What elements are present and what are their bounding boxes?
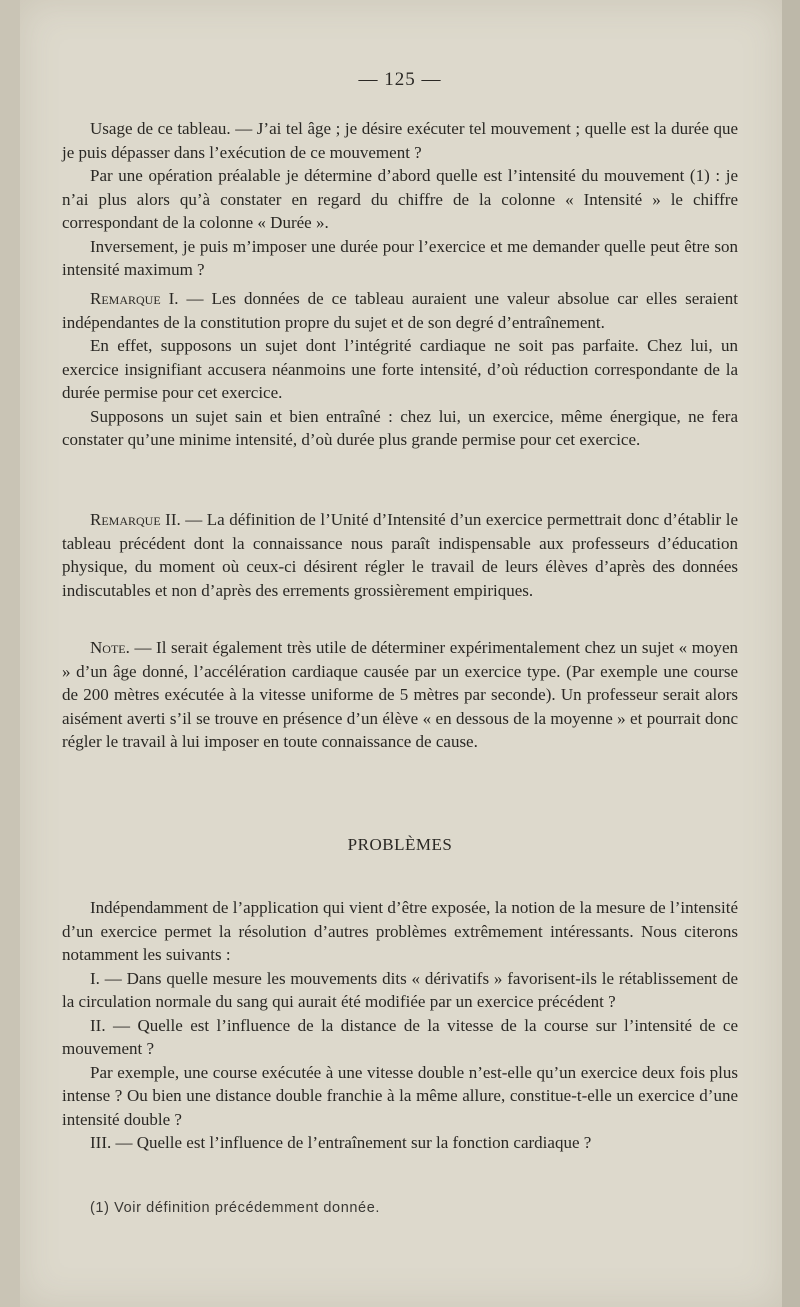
paragraph: Indépendamment de l’application qui vient d’être exposée, la notion de la mesure de l’intensité d’un exercice permet la résolution d’autres problèmes extrêmement intéressants. Nous citerons notamment les suivants : [62,898,738,964]
paragraph: Par exemple, une course exécutée à une vitesse double n’est-elle qu’un exercice deux fois plus intense ? Ou bien une distance double franchie à la même allure, constitue-t-elle un exercice d’une intensité double ? [62,1062,738,1129]
remarque-2-section [62,508,738,602]
remarque-label: Remarque II. [90,510,181,529]
remarque-text: — La définition de l’Unité d’Intensité d’un exercice permettrait donc d’établir le tableau précédent dont la connaissance nous paraît indispensable aux professeurs d’éducation physique, du moment où ceux-ci désirent régler le travail de leurs élèves d’après des données indiscutables et non d’après des errements grossièrement empiriques. [62,510,738,600]
problems-section [62,896,738,1155]
remarque-1-section [62,287,738,452]
remarque-label: Remarque I. [90,289,179,308]
page-edge [782,0,800,1307]
paragraph: II. — Quelle est l’influence de la distance de la vitesse de la course sur l’intensité de ce mouvement ? [62,1015,738,1058]
paragraph [62,636,738,754]
section-heading: PROBLÈMES [347,835,453,854]
note-text: — Il serait également très utile de déterminer expérimentalement chez un sujet « moyen » d’un âge donné, l’accélération cardiaque causée par un exercice type. (Par exemple une course de 200 mètres exécutée à la vitesse uniforme de 5 mètres par seconde). Un professeur serait alors aisément averti s’il se trouve en présence d’un élève « en dessous de la moyenne » et pourrait donc régler le travail à lui imposer en toute connaissance de cause. [62,638,738,751]
paragraph: Supposons un sujet sain et bien entraîné : chez lui, un exercice, même énergique, ne fera constater qu’une minime intensité, d’où durée plus grande permise pour cet exercice. [62,406,738,449]
paragraph: III. — Quelle est l’influence de l’entraînement sur la fonction cardiaque ? [90,1133,592,1152]
note-label: Note. [90,638,130,657]
footnote: (1) Voir définition précédemment donnée. [90,1200,380,1216]
usage-section [62,117,738,282]
paragraph [62,287,738,334]
note-section [62,636,738,754]
paragraph: I. — Dans quelle mesure les mouvements dits « dérivatifs » favorisent-ils le rétablissement de la circulation normale du sang qui aurait été modifiée par un exercice précédent ? [62,968,738,1011]
paragraph: Inversement, je puis m’imposer une durée pour l’exercice et me demander quelle peut être son intensité maximum ? [62,236,738,279]
remarque-text: — Les données de ce tableau auraient une valeur absolue car elles seraient indépendantes de la constitution propre du sujet et de son degré d’entraînement. [62,289,738,332]
paragraph [62,508,738,602]
paragraph: Usage de ce tableau. — J’ai tel âge ; je désire exécuter tel mouvement ; quelle est la durée que je puis dépasser dans l’exécution de ce mouvement ? [62,119,738,162]
page-number: — 125 — [358,69,442,90]
paragraph: En effet, supposons un sujet dont l’intégrité cardiaque ne soit pas parfaite. Chez lui, un exercice insignifiant accusera néanmoins une forte intensité, d’où réduction correspondante de la durée permise pour cet exercice. [62,336,738,402]
paragraph: Par une opération préalable je détermine d’abord quelle est l’intensité du mouvement (1) : je n’ai plus alors qu’à constater en regard du chiffre de la colonne « Intensité » le chiffre correspondant de la colonne « Durée ». [62,166,738,232]
